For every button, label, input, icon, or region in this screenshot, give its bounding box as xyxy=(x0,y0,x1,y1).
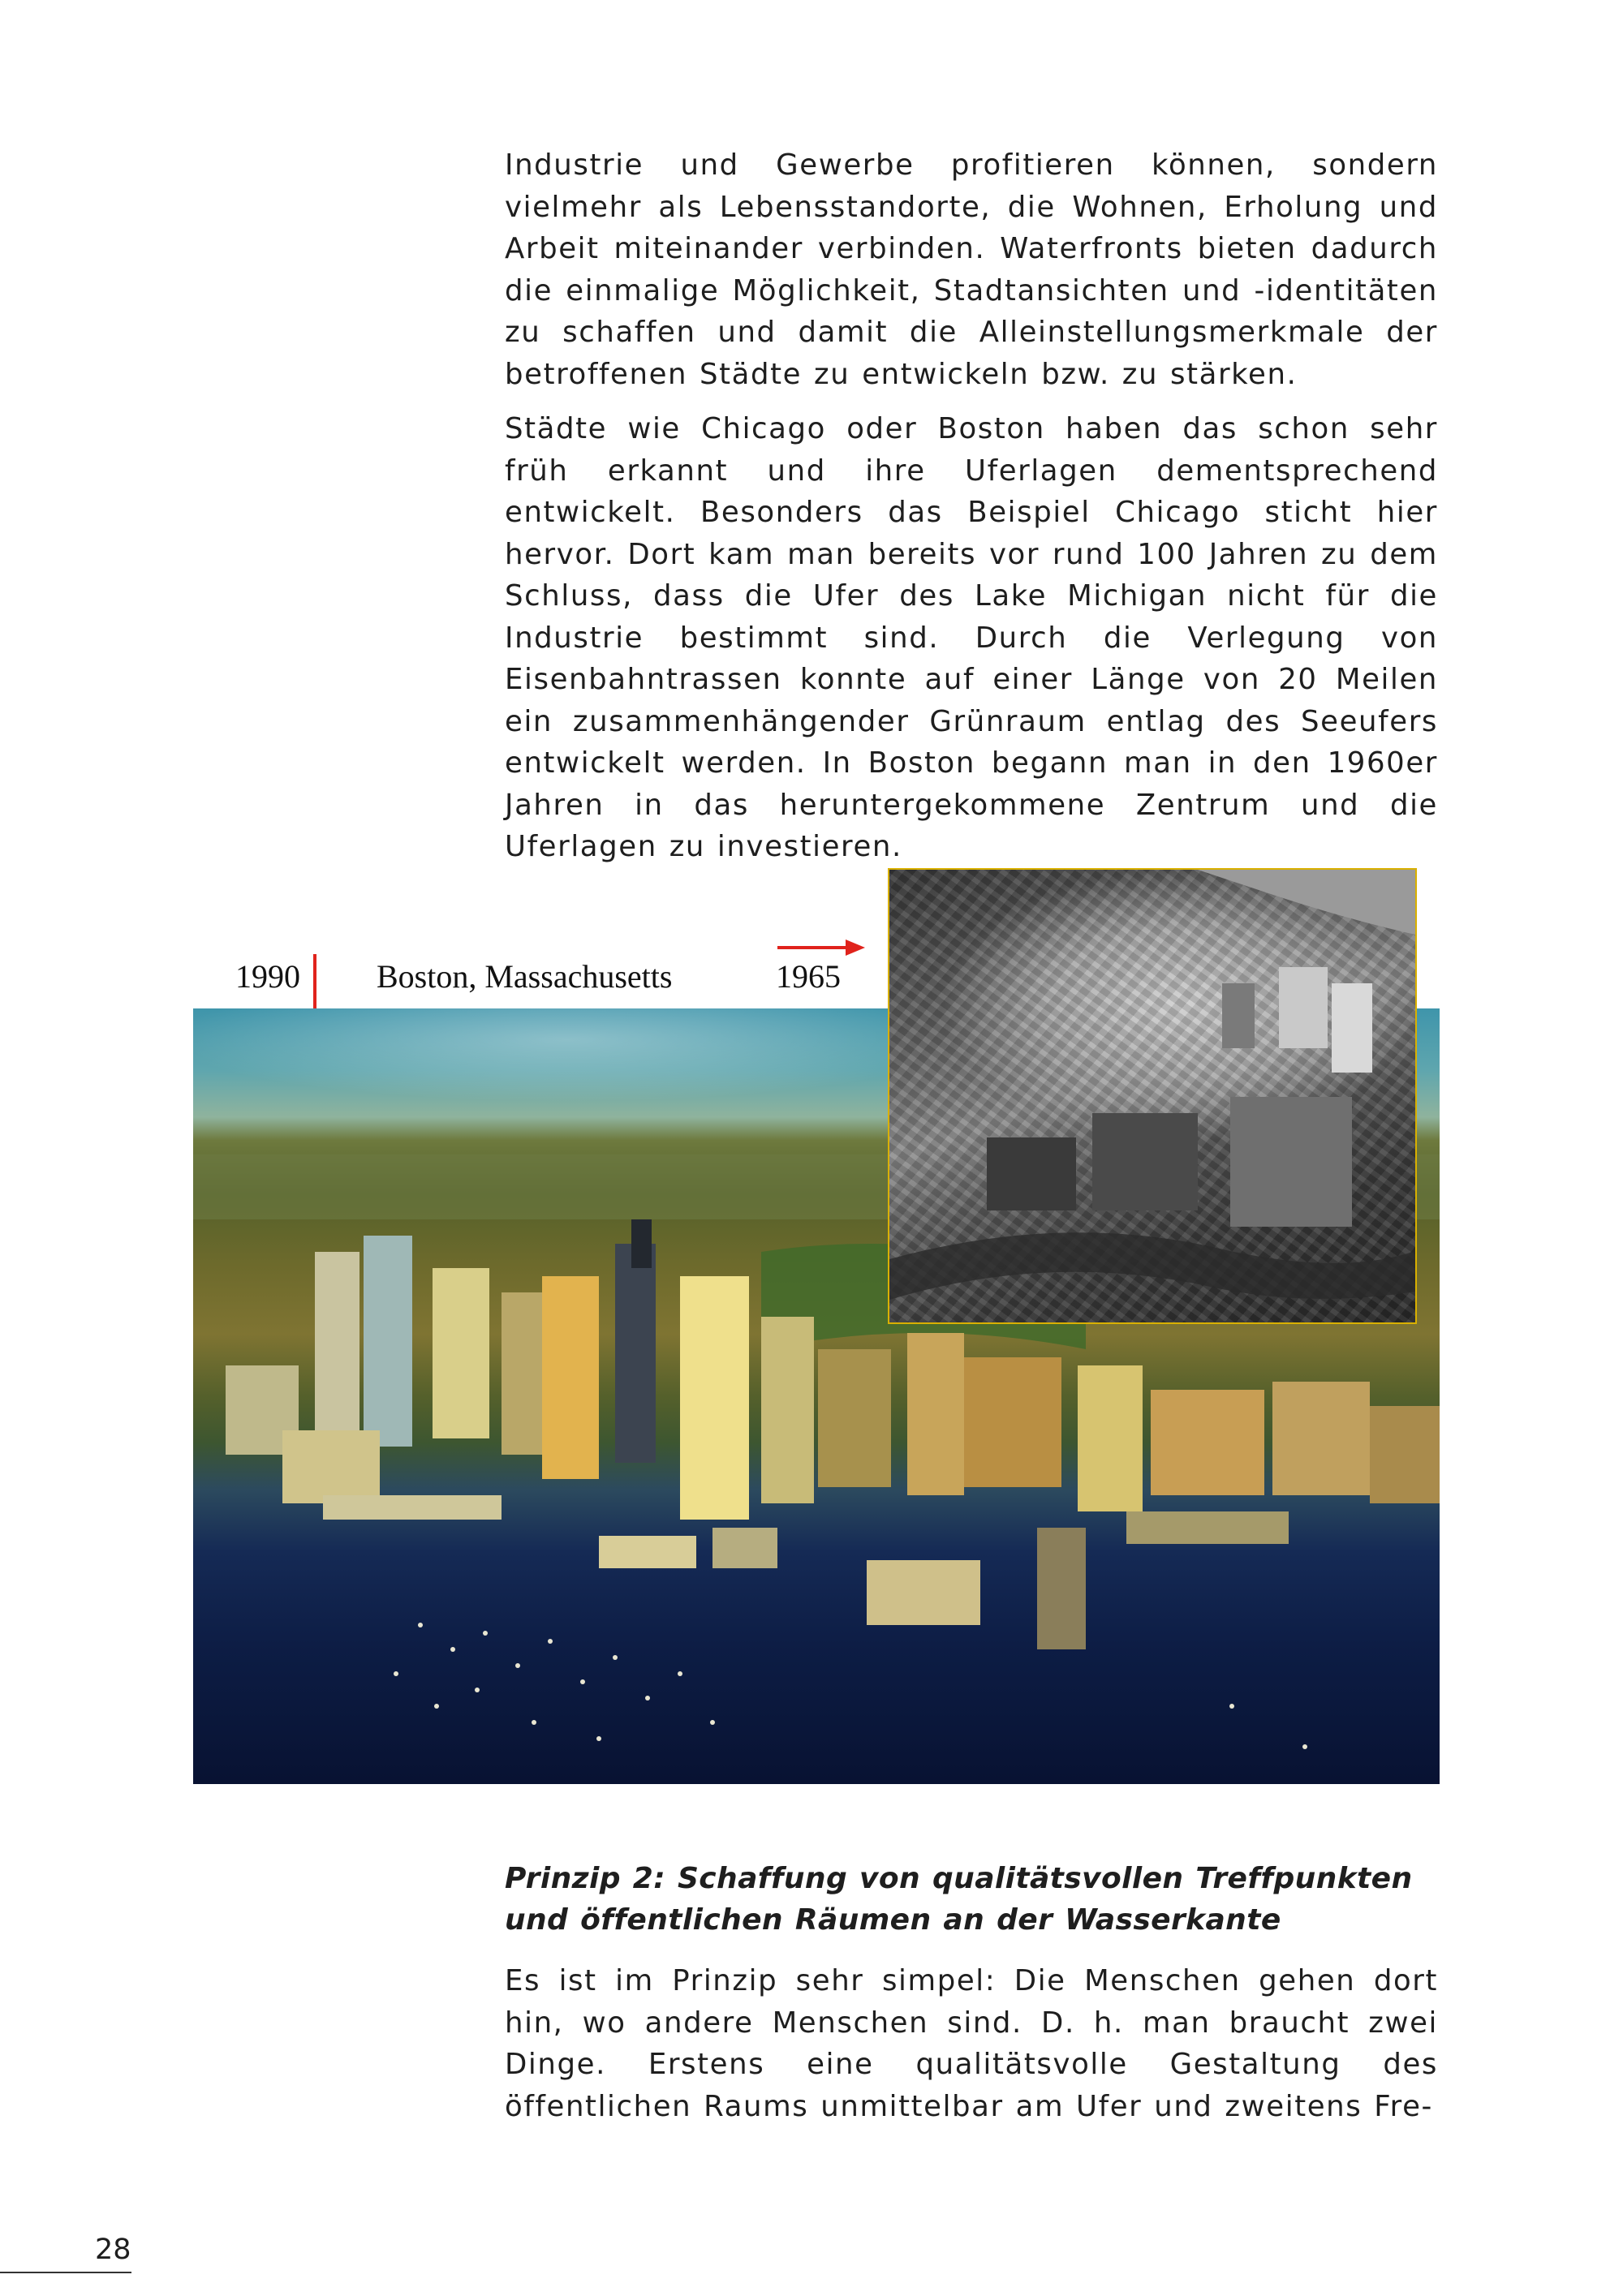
principle-paragraph: Es ist im Prinzip sehr simpel: Die Menschen gehen dort hin, wo andere Menschen sind. D. h. man braucht zwei Dinge. Erstens eine qualitätsvolle Gestaltung des öffentlichen Raums unmittelbar am Ufer und zweitens Fre- xyxy=(505,1964,1438,2123)
photo-boston-1965 xyxy=(888,868,1417,1324)
principle-section xyxy=(505,1858,1438,2140)
skyline-illustration xyxy=(193,1008,1440,1784)
aerial-1965-illustration xyxy=(889,870,1415,1322)
arrow-right-icon xyxy=(777,938,865,957)
principle-heading xyxy=(505,1858,1438,1941)
page-number: 28 xyxy=(95,2234,131,2266)
intro-text xyxy=(505,144,1438,881)
caption-year-1965: 1965 xyxy=(776,958,841,995)
caption-title: Boston, Massachusetts xyxy=(377,958,673,995)
caption-year-1990: 1990 xyxy=(235,958,300,995)
intro-paragraph-1: Industrie und Gewerbe profitieren können, sondern vielmehr als Lebensstandorte, die Wohnen, Erholung und Arbeit miteinander verbinden. Waterfronts bieten dadurch die einmalige Möglichkeit, Stadtansichten und -identitäten zu schaffen und damit die Alleinstellungsmerkmale der betroffenen Städte zu entwickeln bzw. zu stärken. xyxy=(505,148,1438,391)
intro-paragraph-2: Städte wie Chicago oder Boston haben das schon sehr früh erkannt und ihre Uferlagen dementsprechend entwickelt. Besonders das Beispiel Chicago sticht hier hervor. Dort kam man bereits vor rund 100 Jahren zu dem Schluss, dass die Ufer des Lake Michigan nicht für die Industrie bestimmt sind. Durch die Verlegung von Eisenbahntrassen konnte auf einer Länge von 20 Meilen ein zusammenhängender Grünraum entlag des Seeufers entwickelt werden. In Boston begann man in den 1960er Jahren in das heruntergekommene Zentrum und die Uferlagen zu investieren. xyxy=(505,412,1438,863)
principle-heading-line-2: und öffentlichen Räumen an der Wasserkante xyxy=(505,1903,1281,1937)
arrow-down-icon xyxy=(305,954,325,1064)
photo-boston-1990 xyxy=(193,1008,1440,1784)
page-rule xyxy=(0,2272,131,2273)
principle-heading-line-1: Prinzip 2: Schaffung von qualitätsvollen Treffpunkten xyxy=(505,1862,1413,1895)
